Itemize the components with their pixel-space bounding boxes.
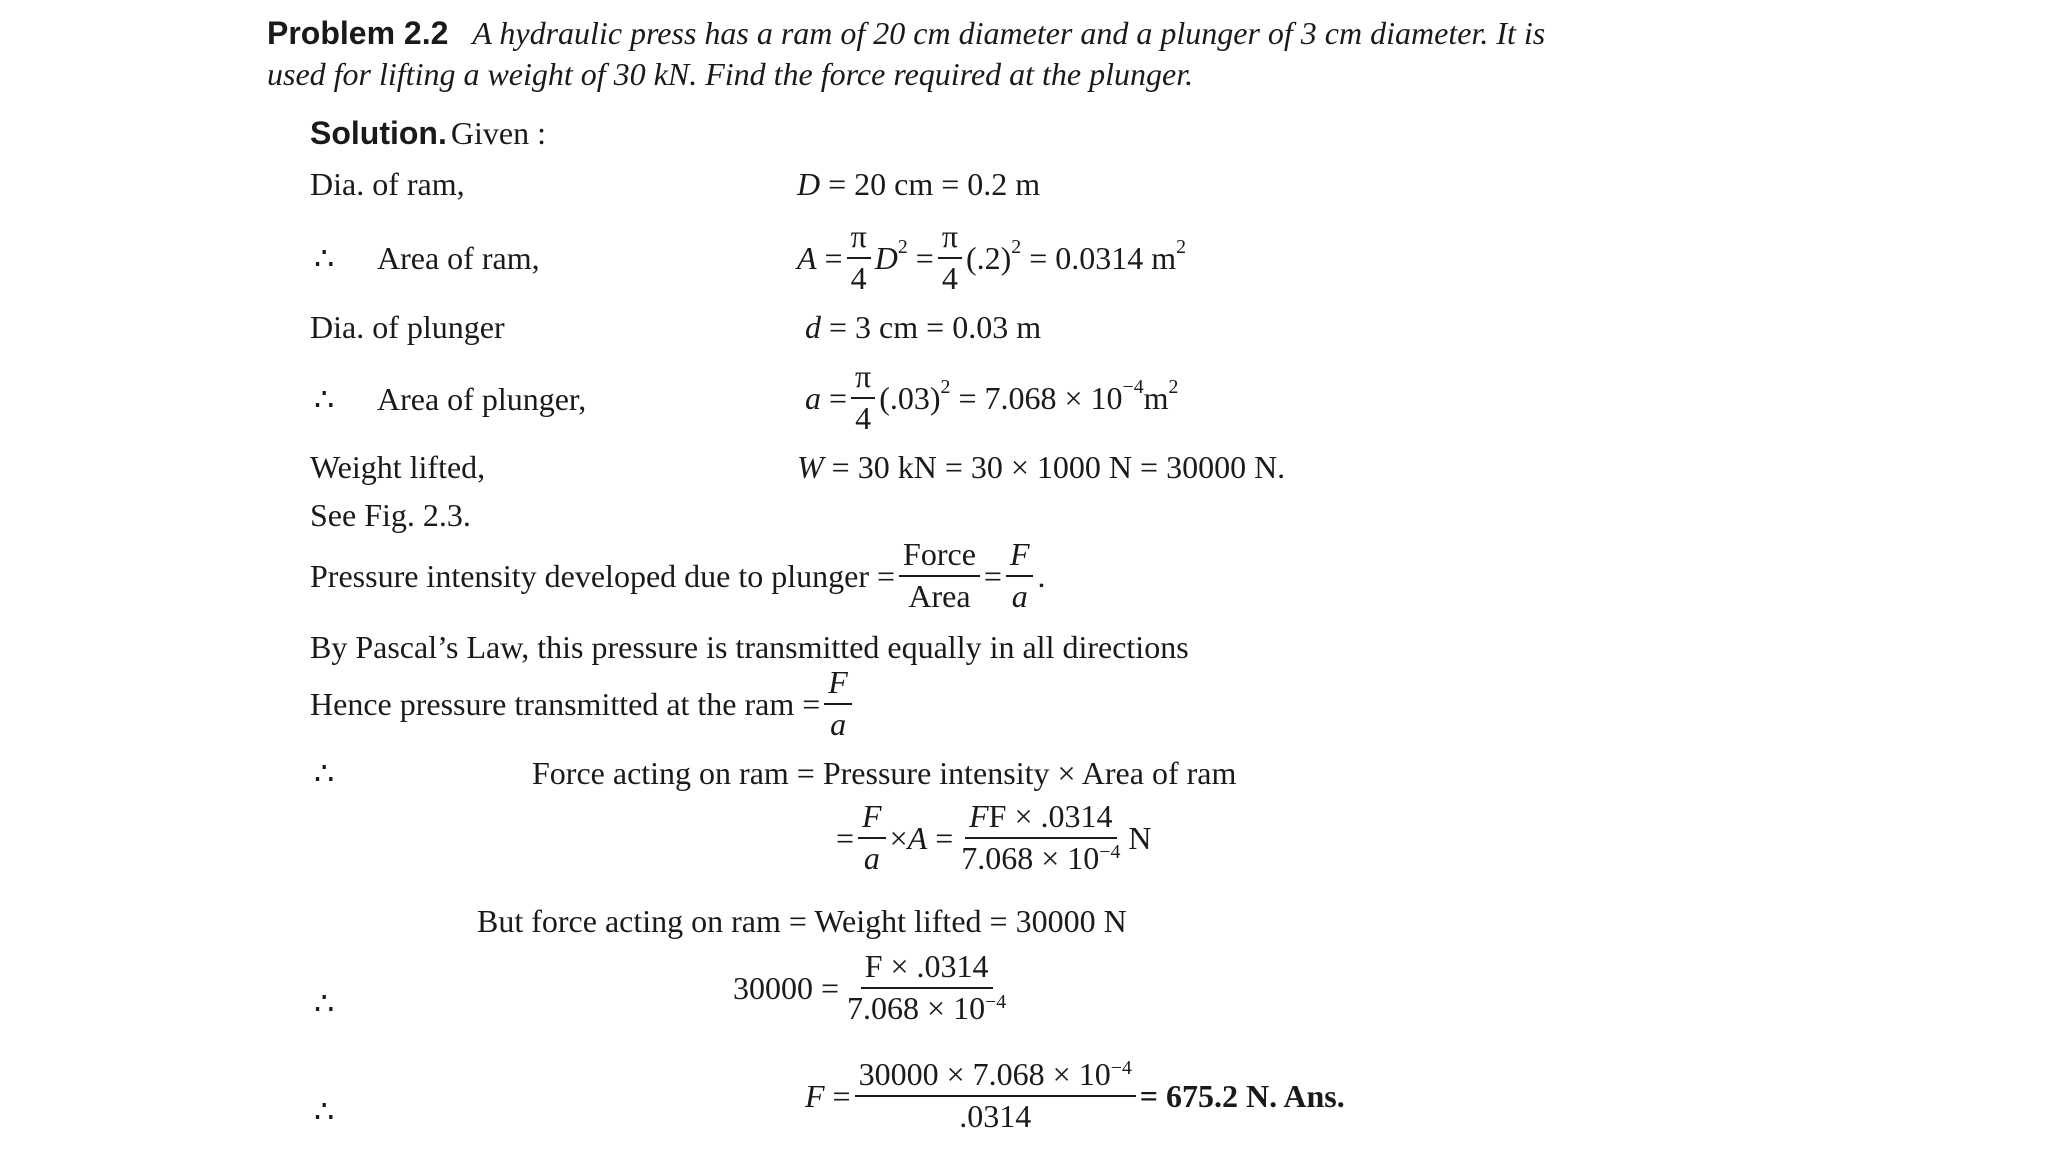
force-on-ram-expression: = $\frac{F}{a}$ × A = $\frac{FF \times .0314}{7.068 \times 10^{-4}}$ N	[836, 798, 1152, 876]
therefore-symbol: ∴	[314, 755, 335, 791]
problem-text-line2: used for lifting a weight of 30 kN. Find the force required at the plunger.	[267, 56, 1194, 92]
final-answer-equation: F = $\frac{30000 \times 7.068 \times 10^{-4}}{.0314}$ = 675.2 N. Ans.	[805, 1056, 1345, 1134]
therefore-symbol: ∴	[314, 240, 335, 276]
f-over-a: $\frac{F}{a}$	[1006, 538, 1034, 613]
plunger-area-equation: a = $\frac{\pi}{4}$ (.03) $^2$ = 7.068 × 10 $^{-4}$ m $^2$	[805, 358, 1179, 436]
pi-over-4: $\frac{\pi}{4}$	[938, 220, 962, 295]
ram-area-label: Area of ram,	[377, 240, 540, 276]
problem-text-line1: A hydraulic press has a ram of 20 cm diameter and a plunger of 3 cm diameter. It is	[472, 15, 1546, 51]
therefore-symbol: ∴	[314, 381, 335, 417]
pressure-at-ram-equation: Hence pressure transmitted at the ram = $\frac{F}{a}$	[310, 666, 856, 741]
step-numerator: F × .0314	[988, 798, 1113, 834]
step-denominator: 7.068 × 10	[961, 839, 1100, 876]
force-on-ram-text: Force acting on ram = Pressure intensity × Area of ram	[532, 755, 1237, 791]
pressure-intensity-equation: Pressure intensity developed due to plunger = $\frac{\text{Force}}{\text{Area}}$ = $\frac{F}{a}$ .	[310, 536, 1046, 614]
plunger-dia-equation: d = 3 cm = 0.03 m	[805, 309, 1042, 345]
force-fraction: $\frac{FF \times .0314}{7.068 \times 10^{-4}}$	[961, 798, 1121, 876]
final-fraction: $\frac{30000 \times 7.068 \times 10^{-4}}{.0314}$	[855, 1058, 1136, 1133]
but-force-text: But force acting on ram = Weight lifted = 30000 N	[477, 903, 1127, 939]
problem-label: Problem 2.2	[267, 15, 449, 51]
ram-dia-equation: D = 20 cm = 0.2 m	[797, 166, 1041, 202]
therefore-symbol: ∴	[314, 1093, 335, 1129]
therefore-symbol: ∴	[314, 985, 335, 1021]
ram-area-equation: A = $\frac{\pi}{4}$ D $^2$ = $\frac{\pi}{4}$ (.2) $^2$ = 0.0314 m $^2$	[797, 218, 1187, 296]
force-over-area: $\frac{\text{Force}}{\text{Area}}$	[899, 538, 980, 613]
f-over-a: $\frac{F}{a}$	[824, 666, 852, 741]
solution-heading	[310, 117, 546, 149]
final-answer: = 675.2 N. Ans.	[1139, 1077, 1345, 1114]
plunger-area-label: Area of plunger,	[377, 381, 587, 417]
weight-equation: W = 30 kN = 30 × 1000 N = 30000 N.	[797, 449, 1286, 485]
see-fig-reference: See Fig. 2.3.	[310, 497, 471, 533]
weight-label: Weight lifted,	[310, 449, 486, 485]
solution-given: Given :	[450, 115, 546, 151]
equation-30000: 30000 = $\frac{F \times .0314}{7.068 \times 10^{-4}}$	[733, 950, 1014, 1025]
plunger-dia-label: Dia. of plunger	[310, 309, 505, 345]
f-over-a: $\frac{F}{a}$	[858, 800, 886, 875]
problem-statement	[267, 17, 1545, 49]
pi-over-4: $\frac{\pi}{4}$	[847, 220, 871, 295]
pi-over-4: $\frac{\pi}{4}$	[851, 360, 875, 435]
pascal-law-text: By Pascal’s Law, this pressure is transmitted equally in all directions	[310, 629, 1189, 665]
force-fraction: $\frac{F \times .0314}{7.068 \times 10^{-4}}$	[847, 948, 1007, 1026]
ram-dia-label: Dia. of ram,	[310, 166, 465, 202]
solution-label: Solution.	[310, 115, 447, 151]
